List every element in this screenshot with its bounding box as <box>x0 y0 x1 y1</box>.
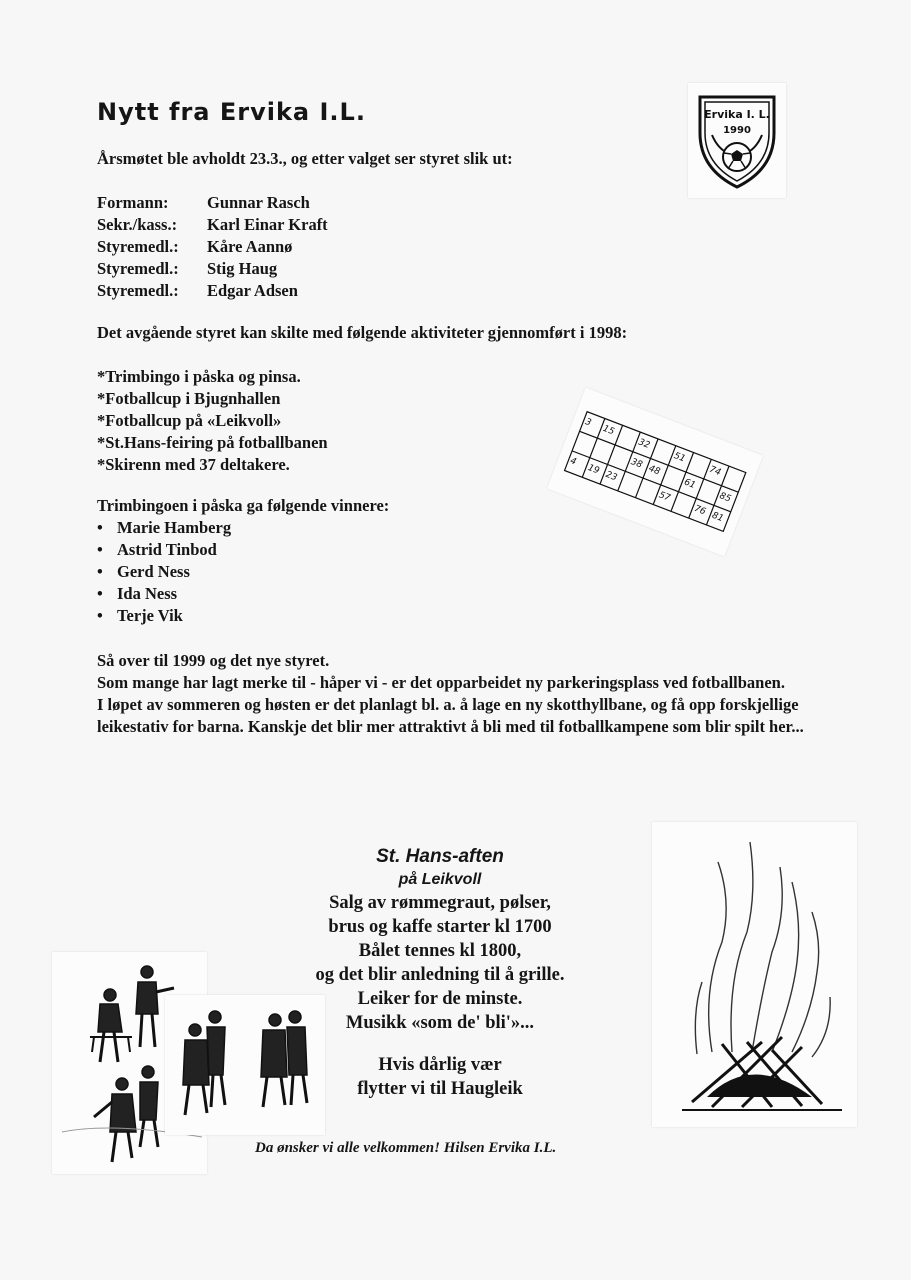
bingo-number: 81 <box>710 510 725 525</box>
bingo-number: 51 <box>672 451 687 465</box>
board-member: Karl Einar Kraft <box>207 215 328 234</box>
list-item: *Skirenn med 37 deltakere. <box>97 455 290 474</box>
bingo-number: 38 <box>629 457 644 471</box>
board-role: Styremedl.: <box>97 281 179 300</box>
bingo-number: 4 <box>568 456 578 468</box>
winner-name: Astrid Tinbod <box>117 540 217 559</box>
winner-name: Terje Vik <box>117 606 183 625</box>
event-subtitle: på Leikvoll <box>398 871 482 888</box>
bingo-card <box>547 388 763 557</box>
news-paragraphs <box>97 650 817 738</box>
bullet-icon: • <box>97 606 103 625</box>
bingo-number: 61 <box>682 477 697 491</box>
bingo-number: 23 <box>604 469 619 484</box>
paragraph: I løpet av sommeren og høsten er det planlagt bl. a. å lage en ny skotthyllbane, og få opp forskjellige leikestativ for barna. Kanskje det blir mer attraktivt å bli med til fotballkampene som blir spilt her... <box>97 695 804 736</box>
board-role: Sekr./kass.: <box>97 215 178 234</box>
list-item: *St.Hans-feiring på fotballbanen <box>97 433 328 452</box>
list-item: *Fotballcup på «Leikvoll» <box>97 411 282 430</box>
football-crest-icon <box>688 83 786 198</box>
board-member: Stig Haug <box>207 259 278 278</box>
bullet-icon: • <box>97 518 103 537</box>
event-line: brus og kaffe starter kl 1700 <box>328 917 552 937</box>
activities-list <box>97 366 328 476</box>
bullet-icon: • <box>97 562 103 581</box>
winners-list <box>97 517 231 627</box>
board-row <box>97 258 328 280</box>
board-member: Edgar Adsen <box>207 281 298 300</box>
activities-heading: Det avgående styret kan skilte med følgende aktiviteter gjennomført i 1998: <box>97 323 628 342</box>
event-line: og det blir anledning til å grille. <box>315 965 565 985</box>
bingo-number: 48 <box>647 463 662 478</box>
board-role: Styremedl.: <box>97 259 179 278</box>
event-line: Bålet tennes kl 1800, <box>358 941 522 961</box>
list-item <box>97 561 231 583</box>
board-row <box>97 192 328 214</box>
board-member: Gunnar Rasch <box>207 193 310 212</box>
board-list <box>97 192 328 302</box>
logo-text-year: 1990 <box>723 125 751 136</box>
event-line: Musikk «som de' bli'»... <box>345 1013 535 1033</box>
board-row <box>97 236 328 258</box>
bingo-number: 15 <box>601 423 616 438</box>
bullet-icon: • <box>97 540 103 559</box>
bullet-icon: • <box>97 584 103 603</box>
intro-text: Årsmøtet ble avholdt 23.3., og etter valget ser styret slik ut: <box>97 149 513 168</box>
paragraph: Som mange har lagt merke til - håper vi - er det opparbeidet ny parkeringsplass ved fotballbanen. <box>97 673 785 692</box>
event-line: Leiker for de minste. <box>357 989 523 1009</box>
winners-heading: Trimbingoen i påska ga følgende vinnere: <box>97 496 390 515</box>
bingo-number: 19 <box>586 463 601 477</box>
event-announcement <box>250 845 630 1101</box>
event-weather-line: Hvis dårlig vær <box>378 1055 502 1075</box>
board-role: Formann: <box>97 193 169 212</box>
event-title: St. Hans-aften <box>376 846 504 867</box>
bonfire-illustration <box>652 822 857 1127</box>
list-item <box>97 517 231 539</box>
board-row <box>97 214 328 236</box>
bingo-grid <box>547 388 763 557</box>
bingo-number: 57 <box>657 490 672 504</box>
footer-greeting: Da ønsker vi alle velkommen! Hilsen Ervika I.L. <box>255 1140 557 1156</box>
bingo-number: 76 <box>692 503 707 518</box>
bonfire-icon <box>652 822 857 1127</box>
event-line: Salg av rømmegraut, pølser, <box>329 893 551 913</box>
bingo-number: 32 <box>636 437 652 451</box>
bingo-number: 74 <box>707 464 723 479</box>
list-item <box>97 539 231 561</box>
list-item: *Trimbingo i påska og pinsa. <box>97 367 301 386</box>
winner-name: Marie Hamberg <box>117 518 232 537</box>
board-member: Kåre Aannø <box>207 237 293 256</box>
winner-name: Ida Ness <box>117 584 178 603</box>
winner-name: Gerd Ness <box>117 562 190 581</box>
logo-text-name: Ervika I. L. <box>704 108 770 121</box>
bingo-number: 3 <box>583 417 593 429</box>
paragraph: Så over til 1999 og det nye styret. <box>97 651 330 670</box>
bingo-number: 85 <box>717 491 733 505</box>
page-title: Nytt fra Ervika I.L. <box>97 98 366 126</box>
club-logo <box>688 83 786 198</box>
event-weather-line: flytter vi til Haugleik <box>357 1079 523 1099</box>
list-item <box>97 583 231 605</box>
board-role: Styremedl.: <box>97 237 179 256</box>
board-row <box>97 280 328 302</box>
list-item <box>97 605 231 627</box>
list-item: *Fotballcup i Bjugnhallen <box>97 389 281 408</box>
